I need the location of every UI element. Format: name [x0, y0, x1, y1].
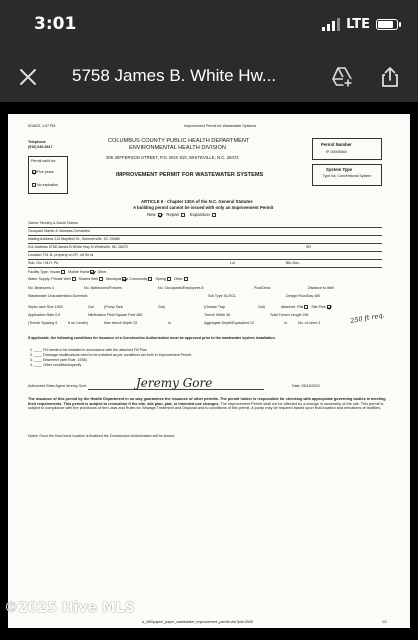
notes: Notes: Once the final home location is finalized the Construction Authorization will be issued.	[28, 434, 176, 438]
aggregate-field: Aggregate Depth/Equivalent 12	[204, 321, 254, 325]
subdivision-field: Sub. Div. / M.H. Pk.	[28, 261, 60, 265]
grease-trap-field: (Grease Trap	[204, 305, 226, 309]
disclaimer: The issuance of this permit by the Health Department in no way guarantees the issuance of other permits. The permit holder is responsible for checking with appropriate governing bodies in meeting their requirements. This permit is subject to revocation if the site, site plan, plat, or intended use changes. The Improvement Permit shall not be affected by a change in ownership of the site. This permit is subject to compliance with the provisions of the Laws and Rules for Sewage Treatment and Disposal and to conditions of this permit. A pump may be required based upon final location and elevations of facilities.	[28, 397, 386, 411]
viewer-toolbar	[0, 52, 418, 102]
ft-center-label: ft on Center)	[68, 321, 88, 325]
mls-watermark: ©2025 Hive MLS	[4, 600, 135, 616]
add-to-drive-icon	[330, 65, 354, 89]
document-viewer[interactable]	[0, 102, 418, 640]
trench-spacing-field: (Trench Spacing 9	[28, 321, 58, 325]
bathrooms-field: No. Bathrooms/Fixtures	[84, 286, 122, 290]
telephone-label: Telephone	[28, 140, 46, 144]
trench-width-field: Trench Width 36	[204, 313, 231, 317]
main-title: IMPROVEMENT PERMIT FOR WASTEWATER SYSTEMS	[116, 172, 264, 178]
application-rate-field: Application Rate 0.5	[28, 313, 61, 317]
condition-2: 2. ____ Drainage modifications need to be installed as per conditions set forth in Improvement Permit.	[30, 353, 193, 357]
mobile-home-checkbox	[90, 270, 94, 274]
community-checkbox	[148, 277, 152, 281]
soil-type-field: Soil Type SL/SCL	[208, 294, 237, 298]
other-water-checkbox	[184, 277, 188, 281]
agent-signature: Jeremy Gore	[136, 376, 213, 390]
owner-field: Owner Timothy & David Owens	[28, 221, 78, 225]
article-subheading: A building permit cannot be issued with only an Improvement Permit	[133, 205, 274, 210]
septic-tank-field: Septic tank Size 1000	[28, 305, 63, 309]
nitrification-field: Nitrification Field Square Feet 480	[88, 313, 143, 317]
expansion-checkbox	[212, 213, 216, 217]
pool-deck-field: Pool/Deck	[254, 286, 271, 290]
max-depth-field: Max trench Depth 22	[104, 321, 138, 325]
footer-page: 1/1	[382, 620, 387, 624]
new-checkbox	[158, 213, 162, 217]
facility-type-row: Facility Type: House Mobile Home Other	[28, 270, 107, 274]
add-to-drive-button[interactable]	[330, 65, 354, 89]
signature-date: Date: 05/18/2023	[292, 384, 320, 388]
bedrooms-field: No. Bedrooms 4	[28, 286, 54, 290]
department-line2: ENVIRONMENTAL HEALTH DIVISION	[129, 145, 226, 151]
close-button[interactable]	[16, 65, 40, 89]
telephone: (910) 640-6617	[28, 145, 53, 149]
septic-gal-label: Gal	[88, 305, 94, 309]
block-label: Blk./Sec.	[286, 261, 301, 265]
wastewater-field: Wastewater Characteristics Domestic	[28, 294, 88, 298]
location-field: Location 701 N- property on R7, off Ifo rd	[28, 253, 94, 257]
permit-number-label: Permit Number	[321, 142, 352, 147]
permit-valid-label: Permit valid for:	[31, 159, 56, 163]
battery-icon	[376, 19, 398, 30]
sr-label: SR	[306, 245, 311, 249]
cell-signal-icon	[322, 18, 340, 31]
valid-no-expiration: No expiration	[31, 183, 58, 187]
handwritten-note: 250 ft req.	[349, 311, 386, 325]
private-well-checkbox	[72, 277, 76, 281]
condition-1: 1. ____ Fill needs to be installed in accordance with the attached Fill Plan	[30, 348, 147, 352]
permit-number: IP-00005845	[326, 150, 347, 154]
department-line1: COLUMBUS COUNTY PUBLIC HEALTH DEPARTMENT	[108, 138, 250, 144]
lines-field: No. of Lines 3	[298, 321, 321, 325]
max-depth-unit: in.	[168, 321, 172, 325]
no-expiration-checkbox	[32, 183, 36, 187]
condition-4: 4. ____ Other conditions/specify	[30, 363, 82, 367]
occupants-field: No. Occupants/Employees 8	[158, 286, 204, 290]
status-icons	[322, 17, 398, 32]
network-type: LTE	[346, 17, 370, 32]
attachments-row: Attached Plat Site Plan	[281, 305, 332, 309]
permit-page	[8, 114, 410, 628]
total-trench-field: Total Trench Length 240	[270, 313, 309, 317]
conditions-intro: If applicable, the following conditions for issuance of a Construction Authorization must be approved prior to the wastewater system installation.	[28, 336, 276, 340]
print-date: 5/18/23, 1:57 PM	[28, 124, 56, 128]
department-address: 306 JEFFERSON STREET, P.O. BOX 810, WHITEVILLE, N.C. 28472	[106, 155, 239, 160]
site-plan-checkbox	[327, 305, 331, 309]
grease-gal-label: Gal)	[258, 305, 265, 309]
document-title: 5758 James B. White Hw...	[72, 66, 277, 85]
share-icon	[378, 65, 402, 89]
permit-kind: New Repair Expansion	[147, 212, 217, 217]
pump-tank-field: (Pump Tank	[104, 305, 124, 309]
valid-five-years: Five years	[31, 170, 54, 174]
close-icon	[16, 65, 40, 89]
house-checkbox	[61, 270, 65, 274]
occupant-field: Occupant Martin & Vanessa Cervantes	[28, 229, 90, 233]
repair-checkbox	[181, 213, 185, 217]
spring-checkbox	[167, 277, 171, 281]
status-time: 3:01	[34, 14, 77, 34]
five-years-checkbox	[32, 170, 36, 174]
aggregate-unit: in.	[284, 321, 288, 325]
design-flow-field: Design Flow/Day 480	[286, 294, 321, 298]
distance-well-field: Distance to Well	[308, 286, 334, 290]
shared-well-checkbox	[99, 277, 103, 281]
mailing-field: Mailing Address 113 Mayfield St., Summerville, SC 29485	[28, 237, 120, 241]
share-button[interactable]	[378, 65, 402, 89]
print-header: Improvement Permit for Wastewater Systems	[184, 124, 257, 128]
lot-label: Lot	[230, 261, 235, 265]
address911-field: 911 Address 5758 James B White Hwy N Whiteville, NC 28472	[28, 245, 129, 249]
article-heading: ARTICLE II - Chapter 130A of the N.C. General Statutes	[141, 199, 253, 204]
agent-field: Authorized State Agent Jeremy Gore	[28, 384, 87, 388]
system-type-label: System Type	[326, 167, 353, 172]
condition-3: 3. ____ Easement (see Rule .1938)	[30, 358, 87, 362]
system-type: Type IIa: Conventional System	[322, 174, 372, 178]
municipal-checkbox	[122, 277, 126, 281]
plat-checkbox	[304, 305, 308, 309]
footer-url: d_360/paper/_paper_wastewater_improvement_permit.cfm?pid=2545	[142, 620, 253, 624]
water-supply-row: Water Supply: Private Well Shared Well Municipal Community Spring Other	[28, 277, 189, 281]
pump-gal-label: Gal)	[158, 305, 165, 309]
status-bar	[0, 0, 418, 52]
